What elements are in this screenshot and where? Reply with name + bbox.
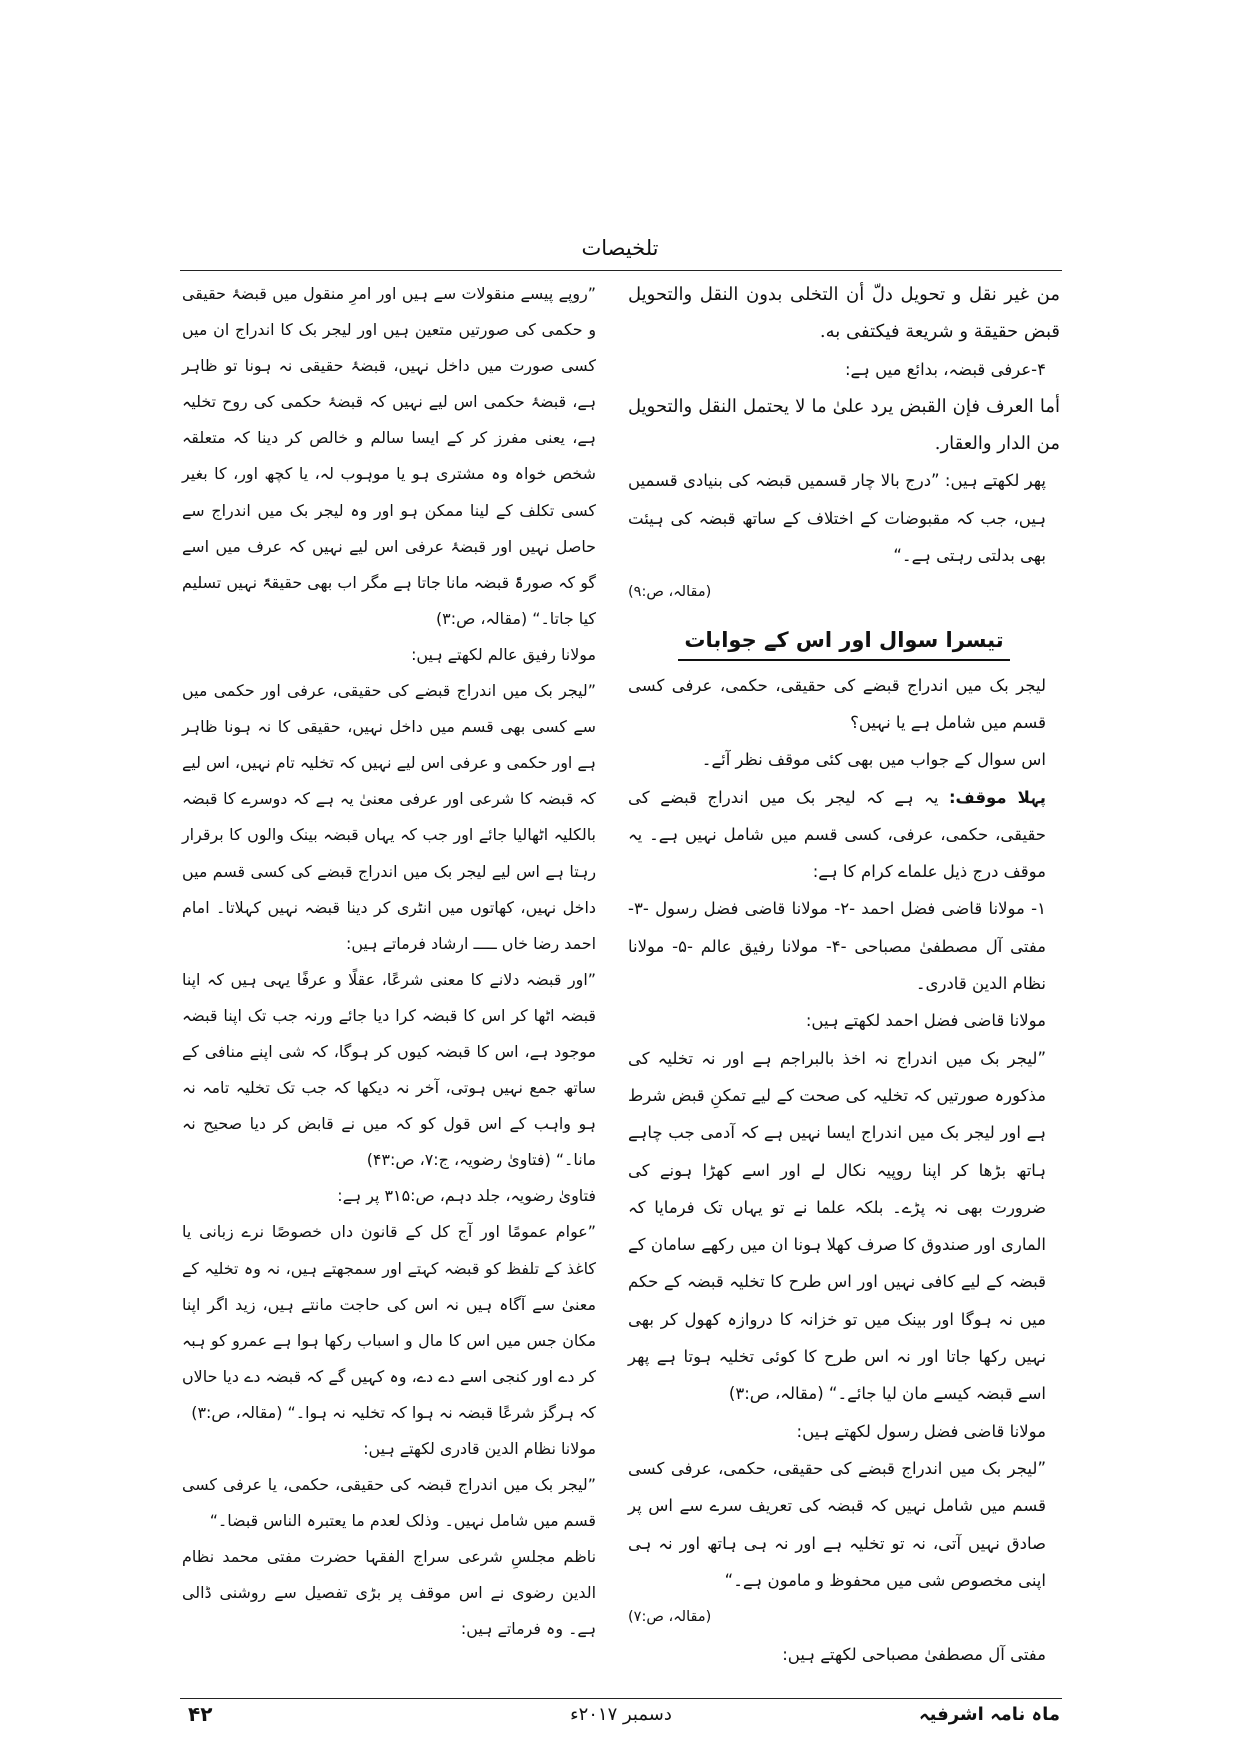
paragraph: ”لیجر بک میں اندراج قبضے کی حقیقی، عرفی اور حکمی میں سے کسی بھی قسم میں داخل نہیں، حقیقی کا نہ ہونا ظاہر ہے اور حکمی و عرفی اس لیے نہیں کہ تخلیہ تام نہیں، اس لیے کہ قبضہ کا شرعی اور عرفی معنیٰ یہ ہے کہ دوسرے کا قبضہ بالکلیہ اٹھالیا جائے اور جب کہ یہاں قبضہ بینک والوں کا برقرار رہتا ہے اس لیے لیجر بک میں اندراج قبضے کی کسی قسم میں داخل نہیں، کھاتوں میں انٹری کر دینا قبضہ نہیں کہلاتا۔ امام احمد رضا خاں ـــــ ارشاد فرماتے ہیں: <box>182 681 596 953</box>
right-column <box>628 276 1060 1696</box>
paragraph: ”لیجر بک میں اندراج نہ اخذ بالبراجم ہے اور نہ تخلیہ کی مذکورہ صورتیں کہ تخلیہ کی صحت کے لیے تمکنِ قبض شرط ہے اور لیجر بک میں اندراج ایسا نہیں ہے کہ آدمی جب چاہے ہاتھ بڑھا کر اپنا روپیہ نکال لے اور اسے کھڑا ہونے کی ضرورت بھی نہ پڑے۔ بلکہ علما نے تو یہاں تک فرمایا کہ الماری اور صندوق کا صرف کھلا ہونا ان میں رکھے سامان کے قبضہ کے لیے کافی نہیں اور اس طرح کا تخلیہ قبضہ کے حکم میں نہ ہوگا اور بینک میں تو خزانہ کا دروازہ کھول کر بھی نہیں رکھا جاتا اور نہ اس طرح کا کوئی تخلیہ ہوتا ہے پھر اسے قبضہ کیسے مان لیا جائے۔“ (مقالہ، ص:۳) <box>628 1048 1046 1404</box>
citation: (مقالہ، ص:۷) <box>628 1609 712 1626</box>
header-divider <box>180 270 1062 271</box>
section-heading <box>628 622 1060 661</box>
paragraph: مولانا رفیق عالم لکھتے ہیں: <box>411 644 596 664</box>
paragraph: مولانا نظام الدین قادری لکھتے ہیں: <box>363 1439 596 1458</box>
paragraph <box>628 779 1060 891</box>
paragraph: لیجر بک میں اندراج قبضے کی حقیقی، حکمی، عرفی کسی قسم میں شامل ہے یا نہیں؟ <box>628 675 1046 732</box>
paragraph: ۱- مولانا قاضی فضل احمد -۲- مولانا قاضی فضل رسول -۳- مفتی آل مصطفیٰ مصباحی -۴- مولانا رفیق عالم -۵- مولانا نظام الدین قادری۔ <box>628 899 1046 994</box>
paragraph: ”عوام عمومًا اور آج کل کے قانون داں خصوصًا نرے زبانی یا کاغذ کے تلفظ کو قبضہ کہتے اور سمجھتے ہیں، نہ وہ تخلیہ کے معنیٰ سے آگاہ ہیں نہ اس کی حاجت مانتے ہیں، زید اگر اپنا مکان جس میں اس کا مال و اسباب رکھا ہوا ہے عمرو کو ہبہ کر دے اور کنجی اسے دے دے، وہ کہیں گے کہ قبضہ دے دیا حالاں کہ ہرگز شرعًا قبضہ نہ ہوا کہ تخلیہ نہ ہوا۔“ (مقالہ، ص:۳) <box>182 1222 596 1422</box>
running-header-title: تلخیصات <box>581 236 659 260</box>
paragraph: مولانا قاضی فضل رسول لکھتے ہیں: <box>796 1421 1046 1441</box>
section-heading-text: تیسرا سوال اور اس کے جوابات <box>678 623 1009 661</box>
page-footer <box>180 1700 1062 1740</box>
paragraph: مفتی آل مصطفیٰ مصباحی لکھتے ہیں: <box>782 1645 1046 1665</box>
arabic-quote: من غیر نقل و تحویل دلّ أن التخلی بدون النقل والتحویل قبض حقیقة و شریعة فیکتفی به. <box>628 284 1060 343</box>
left-column <box>182 276 610 1696</box>
arabic-quote: أما العرف فإن القبض یرد علیٰ ما لا یحتمل النقل والتحویل من الدار والعقار. <box>628 395 1060 455</box>
paragraph: اس سوال کے جواب میں بھی کئی موقف نظر آئے۔ <box>701 750 1046 770</box>
citation: (مقالہ، ص:۹) <box>628 584 712 601</box>
paragraph: ”روپے پیسے منقولات سے ہیں اور امرِ منقول میں قبضۂ حقیقی و حکمی کی صورتیں متعین ہیں اور لیجر بک کا اندراج ان میں کسی صورت میں داخل نہیں، قبضۂ حقیقی نہ ہونا تو ظاہر ہے، قبضۂ حکمی اس لیے نہیں کہ قبضۂ حکمی کی روح تخلیہ ہے، یعنی مفرز کر کے ایسا سالم و خالص کر دینا کہ متعلقہ شخص خواہ وہ مشتری ہو یا موہوب لہ، یا کچھ اور، کا بغیر کسی تکلف کے لینا ممکن ہو اور وہ لیجر بک میں اندراج سے حاصل نہیں اور قبضۂ عرفی اس لیے نہیں کہ عرف میں اسے گو کہ صورۃً قبضہ مانا جاتا ہے مگر اب بھی حقیقۃً نہیں تسلیم کیا جاتا۔“ (مقالہ، ص:۳) <box>182 284 596 628</box>
paragraph-lead: پہلا موقف: <box>948 787 1046 807</box>
paragraph: ”اور قبضہ دلانے کا معنی شرعًا، عقلًا و عرفًا یہی ہیں کہ اپنا قبضہ اٹھا کر اس کا قبضہ کرا دیا جائے ورنہ جب تک اپنا قبضہ موجود ہے، اس کا قبضہ کیوں کر ہوگا، کہ شی اپنے منافی کے ساتھ جمع نہیں ہوتی، آخر نہ دیکھا کہ جب تک تخلیہ تامہ نہ ہو واہب کے اس قول کو کہ میں نے قابض کر دیا صحیح نہ مانا۔“ (فتاویٰ رضویہ، ج:۷، ص:۴۳) <box>182 969 596 1170</box>
paragraph: ”لیجر بک میں اندراج قبضے کی حقیقی، حکمی، عرفی کسی قسم میں شامل نہیں کہ قبضہ کی تعریف سرے سے اس پر صادق نہیں آتی، نہ تو تخلیہ ہے اور نہ ہی ہاتھ اور نہ ہی اپنی مخصوص شی میں محفوظ و مامون ہے۔“ <box>628 1458 1046 1590</box>
magazine-name: ماہ نامہ اشرفیہ <box>919 1704 1060 1725</box>
page-number: ۴۲ <box>188 1702 213 1726</box>
paragraph: ناظم مجلسِ شرعی سراج الفقہا حضرت مفتی محمد نظام الدین رضوی نے اس موقف پر بڑی تفصیل سے روشنی ڈالی ہے۔ وہ فرماتے ہیں: <box>182 1547 596 1639</box>
paragraph: پھر لکھتے ہیں: ”درج بالا چار قسمیں قبضہ کی بنیادی قسمیں ہیں، جب کہ مقبوضات کے اختلاف کے ساتھ قبضہ کی ہیئت بھی بدلتی رہتی ہے۔“ <box>628 471 1046 566</box>
paragraph: مولانا قاضی فضل احمد لکھتے ہیں: <box>805 1011 1046 1031</box>
issue-date: دسمبر ۲۰۱۷ء <box>570 1704 672 1725</box>
paragraph-text: یہ ہے کہ لیجر بک میں اندراج قبضے کی حقیقی، حکمی، عرفی، کسی قسم میں شامل نہیں ہے۔ یہ موقف درج ذیل علماے کرام کا ہے: <box>628 787 1046 882</box>
paragraph: ۴-عرفی قبضہ، بدائع میں ہے: <box>844 359 1046 379</box>
paragraph: ”لیجر بک میں اندراج قبضہ کی حقیقی، حکمی، یا عرفی کسی قسم میں شامل نہیں۔ وذلک لعدم ما یعتبرہ الناس قبضا۔“ <box>182 1475 596 1531</box>
footer-divider <box>180 1698 1062 1699</box>
paragraph: فتاویٰ رضویہ، جلد دہم، ص:۳۱۵ پر ہے: <box>337 1186 596 1206</box>
